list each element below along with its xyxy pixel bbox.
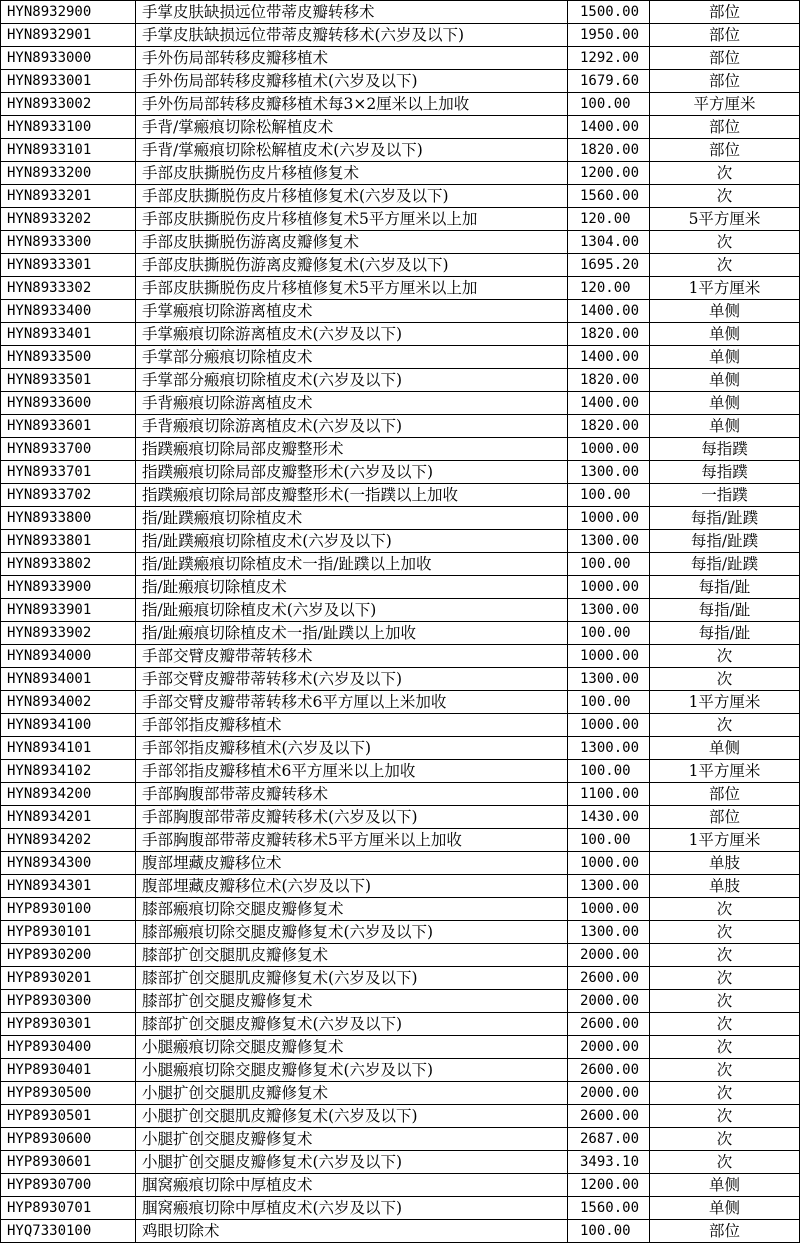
item-price-cell: 1679.60 bbox=[568, 70, 650, 93]
item-unit-cell: 部位 bbox=[650, 1220, 800, 1243]
item-price-cell: 1820.00 bbox=[568, 415, 650, 438]
item-price-cell: 1000.00 bbox=[568, 438, 650, 461]
item-unit-cell: 部位 bbox=[650, 806, 800, 829]
table-row bbox=[1, 530, 800, 553]
item-unit-cell: 1平方厘米 bbox=[650, 691, 800, 714]
item-unit-cell: 部位 bbox=[650, 47, 800, 70]
table-row bbox=[1, 829, 800, 852]
item-price-cell: 1000.00 bbox=[568, 714, 650, 737]
item-price-cell: 1500.00 bbox=[568, 1, 650, 24]
table-row bbox=[1, 714, 800, 737]
item-price-cell: 1300.00 bbox=[568, 875, 650, 898]
item-name-cell: 手外伤局部转移皮瓣移植术 bbox=[136, 47, 568, 70]
table-row bbox=[1, 1105, 800, 1128]
item-code-cell: HYN8933201 bbox=[1, 185, 136, 208]
item-unit-cell: 部位 bbox=[650, 70, 800, 93]
item-price-cell: 1400.00 bbox=[568, 392, 650, 415]
item-name-cell: 腹部埋藏皮瓣移位术(六岁及以下) bbox=[136, 875, 568, 898]
item-code-cell: HYN8934100 bbox=[1, 714, 136, 737]
table-row bbox=[1, 944, 800, 967]
table-row bbox=[1, 185, 800, 208]
table-row bbox=[1, 208, 800, 231]
item-unit-cell: 次 bbox=[650, 1036, 800, 1059]
item-unit-cell: 次 bbox=[650, 162, 800, 185]
item-code-cell: HYN8933000 bbox=[1, 47, 136, 70]
item-unit-cell: 部位 bbox=[650, 116, 800, 139]
item-name-cell: 膝部扩创交腿皮瓣修复术(六岁及以下) bbox=[136, 1013, 568, 1036]
item-price-cell: 1292.00 bbox=[568, 47, 650, 70]
item-unit-cell: 次 bbox=[650, 645, 800, 668]
item-name-cell: 腘窝瘢痕切除中厚植皮术 bbox=[136, 1174, 568, 1197]
item-code-cell: HYN8933400 bbox=[1, 300, 136, 323]
table-row bbox=[1, 1151, 800, 1174]
item-unit-cell: 每指/趾 bbox=[650, 576, 800, 599]
item-code-cell: HYN8933902 bbox=[1, 622, 136, 645]
item-name-cell: 手部皮肤撕脱伤皮片移植修复术(六岁及以下) bbox=[136, 185, 568, 208]
table-row bbox=[1, 1082, 800, 1105]
item-price-cell: 1300.00 bbox=[568, 668, 650, 691]
item-unit-cell: 平方厘米 bbox=[650, 93, 800, 116]
item-code-cell: HYP8930401 bbox=[1, 1059, 136, 1082]
item-name-cell: 手部皮肤撕脱伤皮片移植修复术5平方厘米以上加 bbox=[136, 208, 568, 231]
item-code-cell: HYN8933600 bbox=[1, 392, 136, 415]
table-row bbox=[1, 1013, 800, 1036]
item-unit-cell: 部位 bbox=[650, 783, 800, 806]
item-name-cell: 手部胸腹部带蒂皮瓣转移术 bbox=[136, 783, 568, 806]
item-name-cell: 膝部扩创交腿皮瓣修复术 bbox=[136, 990, 568, 1013]
item-code-cell: HYN8934200 bbox=[1, 783, 136, 806]
item-price-cell: 1000.00 bbox=[568, 645, 650, 668]
item-code-cell: HYP8930501 bbox=[1, 1105, 136, 1128]
item-code-cell: HYN8933601 bbox=[1, 415, 136, 438]
item-unit-cell: 部位 bbox=[650, 1, 800, 24]
item-name-cell: 手部邻指皮瓣移植术6平方厘米以上加收 bbox=[136, 760, 568, 783]
table-row bbox=[1, 645, 800, 668]
table-row bbox=[1, 93, 800, 116]
item-unit-cell: 次 bbox=[650, 668, 800, 691]
item-unit-cell: 次 bbox=[650, 1082, 800, 1105]
item-unit-cell: 单侧 bbox=[650, 346, 800, 369]
item-code-cell: HYN8933401 bbox=[1, 323, 136, 346]
item-name-cell: 手掌瘢痕切除游离植皮术 bbox=[136, 300, 568, 323]
item-code-cell: HYN8933801 bbox=[1, 530, 136, 553]
table-row bbox=[1, 1197, 800, 1220]
item-name-cell: 手部胸腹部带蒂皮瓣转移术(六岁及以下) bbox=[136, 806, 568, 829]
item-price-cell: 1820.00 bbox=[568, 369, 650, 392]
item-name-cell: 手背/掌瘢痕切除松解植皮术 bbox=[136, 116, 568, 139]
item-code-cell: HYN8933500 bbox=[1, 346, 136, 369]
table-row bbox=[1, 1059, 800, 1082]
item-price-cell: 2687.00 bbox=[568, 1128, 650, 1151]
item-name-cell: 小腿瘢痕切除交腿皮瓣修复术 bbox=[136, 1036, 568, 1059]
table-row bbox=[1, 691, 800, 714]
table-row bbox=[1, 116, 800, 139]
table-row bbox=[1, 1036, 800, 1059]
item-code-cell: HYP8930600 bbox=[1, 1128, 136, 1151]
item-code-cell: HYP8930100 bbox=[1, 898, 136, 921]
table-row bbox=[1, 622, 800, 645]
item-name-cell: 手部交臂皮瓣带蒂转移术(六岁及以下) bbox=[136, 668, 568, 691]
table-row bbox=[1, 277, 800, 300]
item-unit-cell: 次 bbox=[650, 1151, 800, 1174]
item-name-cell: 手部交臂皮瓣带蒂转移术6平方厘以上米加收 bbox=[136, 691, 568, 714]
item-code-cell: HYN8934202 bbox=[1, 829, 136, 852]
item-price-cell: 1000.00 bbox=[568, 576, 650, 599]
item-code-cell: HYN8934102 bbox=[1, 760, 136, 783]
item-name-cell: 手部皮肤撕脱伤游离皮瓣修复术(六岁及以下) bbox=[136, 254, 568, 277]
item-price-cell: 2000.00 bbox=[568, 990, 650, 1013]
item-unit-cell: 单侧 bbox=[650, 323, 800, 346]
item-price-cell: 2600.00 bbox=[568, 1013, 650, 1036]
item-code-cell: HYN8934201 bbox=[1, 806, 136, 829]
table-row bbox=[1, 438, 800, 461]
table-row bbox=[1, 668, 800, 691]
item-unit-cell: 部位 bbox=[650, 139, 800, 162]
table-row bbox=[1, 392, 800, 415]
item-price-cell: 1000.00 bbox=[568, 852, 650, 875]
item-price-cell: 2000.00 bbox=[568, 944, 650, 967]
item-unit-cell: 次 bbox=[650, 921, 800, 944]
item-code-cell: HYN8933501 bbox=[1, 369, 136, 392]
item-price-cell: 1560.00 bbox=[568, 185, 650, 208]
item-name-cell: 指/趾瘢痕切除植皮术一指/趾蹼以上加收 bbox=[136, 622, 568, 645]
item-name-cell: 手部皮肤撕脱伤皮片移植修复术5平方厘米以上加 bbox=[136, 277, 568, 300]
table-row bbox=[1, 70, 800, 93]
item-name-cell: 腘窝瘢痕切除中厚植皮术(六岁及以下) bbox=[136, 1197, 568, 1220]
item-name-cell: 小腿瘢痕切除交腿皮瓣修复术(六岁及以下) bbox=[136, 1059, 568, 1082]
item-code-cell: HYP8930700 bbox=[1, 1174, 136, 1197]
item-code-cell: HYN8933100 bbox=[1, 116, 136, 139]
item-price-cell: 1000.00 bbox=[568, 898, 650, 921]
item-price-cell: 100.00 bbox=[568, 484, 650, 507]
item-price-cell: 2600.00 bbox=[568, 1059, 650, 1082]
item-price-cell: 1300.00 bbox=[568, 737, 650, 760]
item-price-cell: 1400.00 bbox=[568, 116, 650, 139]
item-name-cell: 手背/掌瘢痕切除松解植皮术(六岁及以下) bbox=[136, 139, 568, 162]
item-unit-cell: 单侧 bbox=[650, 415, 800, 438]
item-unit-cell: 每指/趾蹼 bbox=[650, 530, 800, 553]
item-code-cell: HYN8933800 bbox=[1, 507, 136, 530]
item-name-cell: 指/趾蹼瘢痕切除植皮术(六岁及以下) bbox=[136, 530, 568, 553]
item-name-cell: 指/趾蹼瘢痕切除植皮术一指/趾蹼以上加收 bbox=[136, 553, 568, 576]
table-row bbox=[1, 783, 800, 806]
item-name-cell: 手背瘢痕切除游离植皮术(六岁及以下) bbox=[136, 415, 568, 438]
item-code-cell: HYN8934000 bbox=[1, 645, 136, 668]
table-row bbox=[1, 1, 800, 24]
table-row bbox=[1, 553, 800, 576]
table-row bbox=[1, 806, 800, 829]
item-code-cell: HYN8933701 bbox=[1, 461, 136, 484]
item-name-cell: 指蹼瘢痕切除局部皮瓣整形术 bbox=[136, 438, 568, 461]
item-unit-cell: 单侧 bbox=[650, 1197, 800, 1220]
item-name-cell: 指/趾瘢痕切除植皮术(六岁及以下) bbox=[136, 599, 568, 622]
table-row bbox=[1, 1174, 800, 1197]
item-price-cell: 1200.00 bbox=[568, 162, 650, 185]
item-code-cell: HYP8930201 bbox=[1, 967, 136, 990]
item-unit-cell: 次 bbox=[650, 254, 800, 277]
item-price-cell: 1430.00 bbox=[568, 806, 650, 829]
item-price-cell: 1300.00 bbox=[568, 921, 650, 944]
item-name-cell: 手掌皮肤缺损远位带蒂皮瓣转移术(六岁及以下) bbox=[136, 24, 568, 47]
item-name-cell: 膝部扩创交腿肌皮瓣修复术 bbox=[136, 944, 568, 967]
item-price-cell: 120.00 bbox=[568, 277, 650, 300]
item-price-cell: 1300.00 bbox=[568, 599, 650, 622]
table-row bbox=[1, 369, 800, 392]
item-name-cell: 手掌部分瘢痕切除植皮术 bbox=[136, 346, 568, 369]
table-row bbox=[1, 852, 800, 875]
item-price-cell: 1100.00 bbox=[568, 783, 650, 806]
item-unit-cell: 每指蹼 bbox=[650, 438, 800, 461]
item-price-cell: 1400.00 bbox=[568, 300, 650, 323]
item-price-cell: 100.00 bbox=[568, 553, 650, 576]
item-code-cell: HYN8933300 bbox=[1, 231, 136, 254]
item-unit-cell: 单侧 bbox=[650, 737, 800, 760]
item-code-cell: HYN8933901 bbox=[1, 599, 136, 622]
item-price-cell: 100.00 bbox=[568, 93, 650, 116]
table-row bbox=[1, 898, 800, 921]
table-row bbox=[1, 507, 800, 530]
item-name-cell: 膝部扩创交腿肌皮瓣修复术(六岁及以下) bbox=[136, 967, 568, 990]
item-name-cell: 腹部埋藏皮瓣移位术 bbox=[136, 852, 568, 875]
item-code-cell: HYN8934301 bbox=[1, 875, 136, 898]
item-code-cell: HYP8930301 bbox=[1, 1013, 136, 1036]
table-row bbox=[1, 24, 800, 47]
item-price-cell: 1560.00 bbox=[568, 1197, 650, 1220]
item-unit-cell: 1平方厘米 bbox=[650, 829, 800, 852]
item-price-cell: 1300.00 bbox=[568, 461, 650, 484]
item-unit-cell: 单肢 bbox=[650, 852, 800, 875]
item-name-cell: 手外伤局部转移皮瓣移植术(六岁及以下) bbox=[136, 70, 568, 93]
item-code-cell: HYP8930601 bbox=[1, 1151, 136, 1174]
item-price-cell: 2000.00 bbox=[568, 1036, 650, 1059]
item-code-cell: HYN8934101 bbox=[1, 737, 136, 760]
item-unit-cell: 单侧 bbox=[650, 300, 800, 323]
item-name-cell: 手部邻指皮瓣移植术(六岁及以下) bbox=[136, 737, 568, 760]
item-unit-cell: 每指/趾 bbox=[650, 622, 800, 645]
item-name-cell: 小腿扩创交腿肌皮瓣修复术 bbox=[136, 1082, 568, 1105]
item-unit-cell: 单侧 bbox=[650, 392, 800, 415]
item-price-cell: 100.00 bbox=[568, 622, 650, 645]
item-code-cell: HYN8933101 bbox=[1, 139, 136, 162]
item-unit-cell: 1平方厘米 bbox=[650, 277, 800, 300]
item-price-cell: 2600.00 bbox=[568, 967, 650, 990]
item-unit-cell: 1平方厘米 bbox=[650, 760, 800, 783]
table-row bbox=[1, 461, 800, 484]
item-code-cell: HYN8933700 bbox=[1, 438, 136, 461]
item-name-cell: 手背瘢痕切除游离植皮术 bbox=[136, 392, 568, 415]
item-unit-cell: 次 bbox=[650, 1013, 800, 1036]
item-price-cell: 1950.00 bbox=[568, 24, 650, 47]
item-unit-cell: 部位 bbox=[650, 24, 800, 47]
table-row bbox=[1, 1128, 800, 1151]
item-code-cell: HYP8930300 bbox=[1, 990, 136, 1013]
item-name-cell: 小腿扩创交腿皮瓣修复术(六岁及以下) bbox=[136, 1151, 568, 1174]
item-code-cell: HYN8933202 bbox=[1, 208, 136, 231]
table-row bbox=[1, 760, 800, 783]
table-row bbox=[1, 323, 800, 346]
item-price-cell: 100.00 bbox=[568, 760, 650, 783]
item-name-cell: 手部胸腹部带蒂皮瓣转移术5平方厘米以上加收 bbox=[136, 829, 568, 852]
table-row bbox=[1, 47, 800, 70]
item-code-cell: HYN8934001 bbox=[1, 668, 136, 691]
item-unit-cell: 一指蹼 bbox=[650, 484, 800, 507]
item-code-cell: HYP8930101 bbox=[1, 921, 136, 944]
item-code-cell: HYP8930400 bbox=[1, 1036, 136, 1059]
item-name-cell: 手部皮肤撕脱伤游离皮瓣修复术 bbox=[136, 231, 568, 254]
table-row bbox=[1, 875, 800, 898]
item-unit-cell: 单侧 bbox=[650, 1174, 800, 1197]
table-row bbox=[1, 967, 800, 990]
item-name-cell: 手掌瘢痕切除游离植皮术(六岁及以下) bbox=[136, 323, 568, 346]
item-name-cell: 手部交臂皮瓣带蒂转移术 bbox=[136, 645, 568, 668]
item-code-cell: HYP8930701 bbox=[1, 1197, 136, 1220]
item-code-cell: HYP8930200 bbox=[1, 944, 136, 967]
item-unit-cell: 单肢 bbox=[650, 875, 800, 898]
item-price-cell: 100.00 bbox=[568, 1220, 650, 1243]
item-unit-cell: 每指/趾蹼 bbox=[650, 507, 800, 530]
item-code-cell: HYN8933301 bbox=[1, 254, 136, 277]
table-row bbox=[1, 254, 800, 277]
item-code-cell: HYQ7330100 bbox=[1, 1220, 136, 1243]
item-code-cell: HYN8933302 bbox=[1, 277, 136, 300]
item-unit-cell: 次 bbox=[650, 231, 800, 254]
item-unit-cell: 次 bbox=[650, 1128, 800, 1151]
item-price-cell: 1695.20 bbox=[568, 254, 650, 277]
item-unit-cell: 次 bbox=[650, 714, 800, 737]
item-unit-cell: 每指/趾蹼 bbox=[650, 553, 800, 576]
item-price-cell: 100.00 bbox=[568, 691, 650, 714]
item-name-cell: 指蹼瘢痕切除局部皮瓣整形术(六岁及以下) bbox=[136, 461, 568, 484]
item-price-cell: 100.00 bbox=[568, 829, 650, 852]
item-price-cell: 1200.00 bbox=[568, 1174, 650, 1197]
table-row bbox=[1, 139, 800, 162]
item-price-cell: 1304.00 bbox=[568, 231, 650, 254]
item-unit-cell: 单侧 bbox=[650, 369, 800, 392]
table-row bbox=[1, 737, 800, 760]
item-price-cell: 1400.00 bbox=[568, 346, 650, 369]
item-code-cell: HYP8930500 bbox=[1, 1082, 136, 1105]
item-name-cell: 小腿扩创交腿肌皮瓣修复术(六岁及以下) bbox=[136, 1105, 568, 1128]
item-name-cell: 手掌皮肤缺损远位带蒂皮瓣转移术 bbox=[136, 1, 568, 24]
item-name-cell: 手部皮肤撕脱伤皮片移植修复术 bbox=[136, 162, 568, 185]
item-unit-cell: 每指/趾 bbox=[650, 599, 800, 622]
item-code-cell: HYN8933001 bbox=[1, 70, 136, 93]
table-row bbox=[1, 231, 800, 254]
item-name-cell: 膝部瘢痕切除交腿皮瓣修复术(六岁及以下) bbox=[136, 921, 568, 944]
item-name-cell: 指/趾瘢痕切除植皮术 bbox=[136, 576, 568, 599]
table-row bbox=[1, 990, 800, 1013]
table-row bbox=[1, 484, 800, 507]
table-row bbox=[1, 576, 800, 599]
item-unit-cell: 次 bbox=[650, 1059, 800, 1082]
item-name-cell: 鸡眼切除术 bbox=[136, 1220, 568, 1243]
item-price-cell: 1820.00 bbox=[568, 139, 650, 162]
item-code-cell: HYN8934002 bbox=[1, 691, 136, 714]
table-row bbox=[1, 599, 800, 622]
item-price-cell: 2000.00 bbox=[568, 1082, 650, 1105]
table-row bbox=[1, 162, 800, 185]
fee-table-body bbox=[1, 1, 800, 1243]
item-name-cell: 膝部瘢痕切除交腿皮瓣修复术 bbox=[136, 898, 568, 921]
item-unit-cell: 次 bbox=[650, 1105, 800, 1128]
table-row bbox=[1, 300, 800, 323]
item-name-cell: 指/趾蹼瘢痕切除植皮术 bbox=[136, 507, 568, 530]
item-unit-cell: 每指蹼 bbox=[650, 461, 800, 484]
item-code-cell: HYN8933200 bbox=[1, 162, 136, 185]
item-code-cell: HYN8932901 bbox=[1, 24, 136, 47]
item-price-cell: 2600.00 bbox=[568, 1105, 650, 1128]
item-price-cell: 1820.00 bbox=[568, 323, 650, 346]
table-row bbox=[1, 346, 800, 369]
item-name-cell: 手部邻指皮瓣移植术 bbox=[136, 714, 568, 737]
item-unit-cell: 次 bbox=[650, 944, 800, 967]
item-name-cell: 小腿扩创交腿皮瓣修复术 bbox=[136, 1128, 568, 1151]
table-row bbox=[1, 415, 800, 438]
item-price-cell: 1000.00 bbox=[568, 507, 650, 530]
item-code-cell: HYN8933002 bbox=[1, 93, 136, 116]
table-row bbox=[1, 1220, 800, 1243]
table-row bbox=[1, 921, 800, 944]
item-name-cell: 手掌部分瘢痕切除植皮术(六岁及以下) bbox=[136, 369, 568, 392]
item-unit-cell: 次 bbox=[650, 898, 800, 921]
item-code-cell: HYN8934300 bbox=[1, 852, 136, 875]
item-name-cell: 指蹼瘢痕切除局部皮瓣整形术(一指蹼以上加收 bbox=[136, 484, 568, 507]
item-code-cell: HYN8933900 bbox=[1, 576, 136, 599]
item-price-cell: 1300.00 bbox=[568, 530, 650, 553]
item-price-cell: 3493.10 bbox=[568, 1151, 650, 1174]
item-unit-cell: 次 bbox=[650, 185, 800, 208]
item-code-cell: HYN8932900 bbox=[1, 1, 136, 24]
item-unit-cell: 5平方厘米 bbox=[650, 208, 800, 231]
item-price-cell: 120.00 bbox=[568, 208, 650, 231]
item-unit-cell: 次 bbox=[650, 990, 800, 1013]
item-unit-cell: 次 bbox=[650, 967, 800, 990]
item-code-cell: HYN8933702 bbox=[1, 484, 136, 507]
item-code-cell: HYN8933802 bbox=[1, 553, 136, 576]
item-name-cell: 手外伤局部转移皮瓣移植术每3×2厘米以上加收 bbox=[136, 93, 568, 116]
